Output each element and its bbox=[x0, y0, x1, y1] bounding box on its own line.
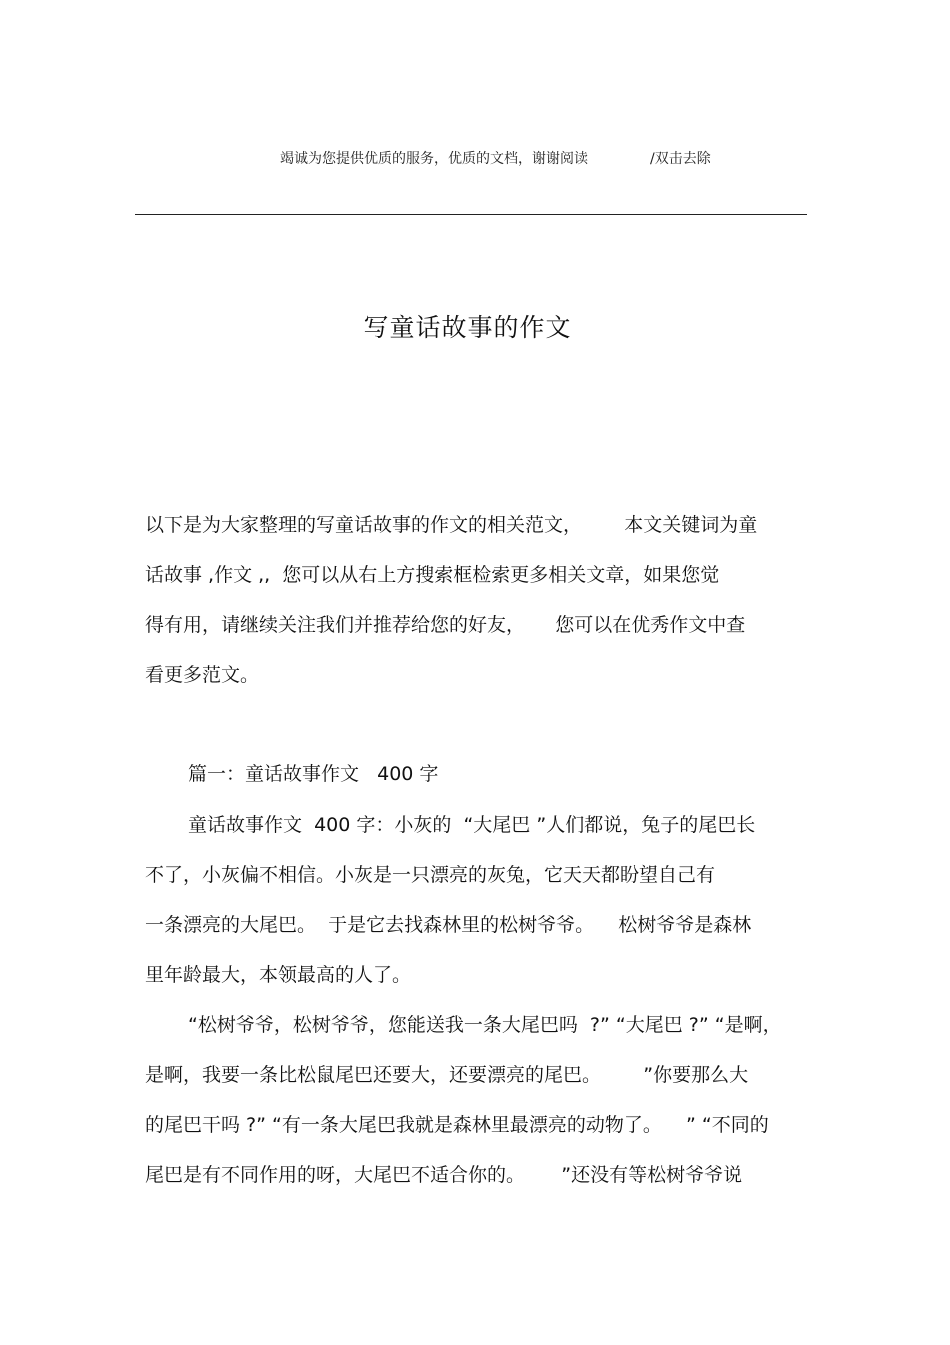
section-heading: 篇一：童话故事作文 400 字 bbox=[188, 763, 439, 785]
body-line: 童话故事作文 400 字：小灰的 “大尾巴 ”人们都说，兔子的尾巴长 bbox=[188, 814, 756, 836]
intro-line: 得有用，请继续关注我们并推荐给您的好友， 您可以在优秀作文中查 bbox=[145, 614, 746, 636]
body-line: 是啊，我要一条比松鼠尾巴还要大，还要漂亮的尾巴。 ”你要那么大 bbox=[145, 1064, 749, 1086]
body-line: “松树爷爷，松树爷爷，您能送我一条大尾巴吗 ?” “大尾巴 ?” “是啊， bbox=[188, 1014, 782, 1036]
body-line: 不了，小灰偏不相信。小灰是一只漂亮的灰兔，它天天都盼望自己有 bbox=[145, 864, 716, 886]
intro-line: 看更多范文。 bbox=[145, 664, 260, 686]
body-line: 的尾巴干吗 ?” “有一条大尾巴我就是森林里最漂亮的动物了。 ” “不同的 bbox=[145, 1114, 769, 1136]
body-line: 一条漂亮的大尾巴。 于是它去找森林里的松树爷爷。 松树爷爷是森林 bbox=[145, 914, 752, 936]
body-line: 里年龄最大，本领最高的人了。 bbox=[145, 964, 412, 986]
page-header-note bbox=[0, 148, 950, 196]
header-remove-hint[interactable]: /双击去除 bbox=[650, 151, 711, 167]
intro-line: 话故事 ,作文 ,, 您可以从右上方搜索框检索更多相关文章，如果您觉 bbox=[145, 564, 720, 586]
header-divider bbox=[135, 214, 807, 215]
intro-line: 以下是为大家整理的写童话故事的作文的相关范文， 本文关键词为童 bbox=[145, 514, 758, 536]
body-line: 尾巴是有不同作用的呀，大尾巴不适合你的。 ”还没有等松树爷爷说 bbox=[145, 1164, 743, 1186]
header-note-text: 竭诚为您提供优质的服务，优质的文档，谢谢阅读 bbox=[280, 151, 588, 167]
document-title: 写童话故事的作文 bbox=[363, 313, 572, 342]
